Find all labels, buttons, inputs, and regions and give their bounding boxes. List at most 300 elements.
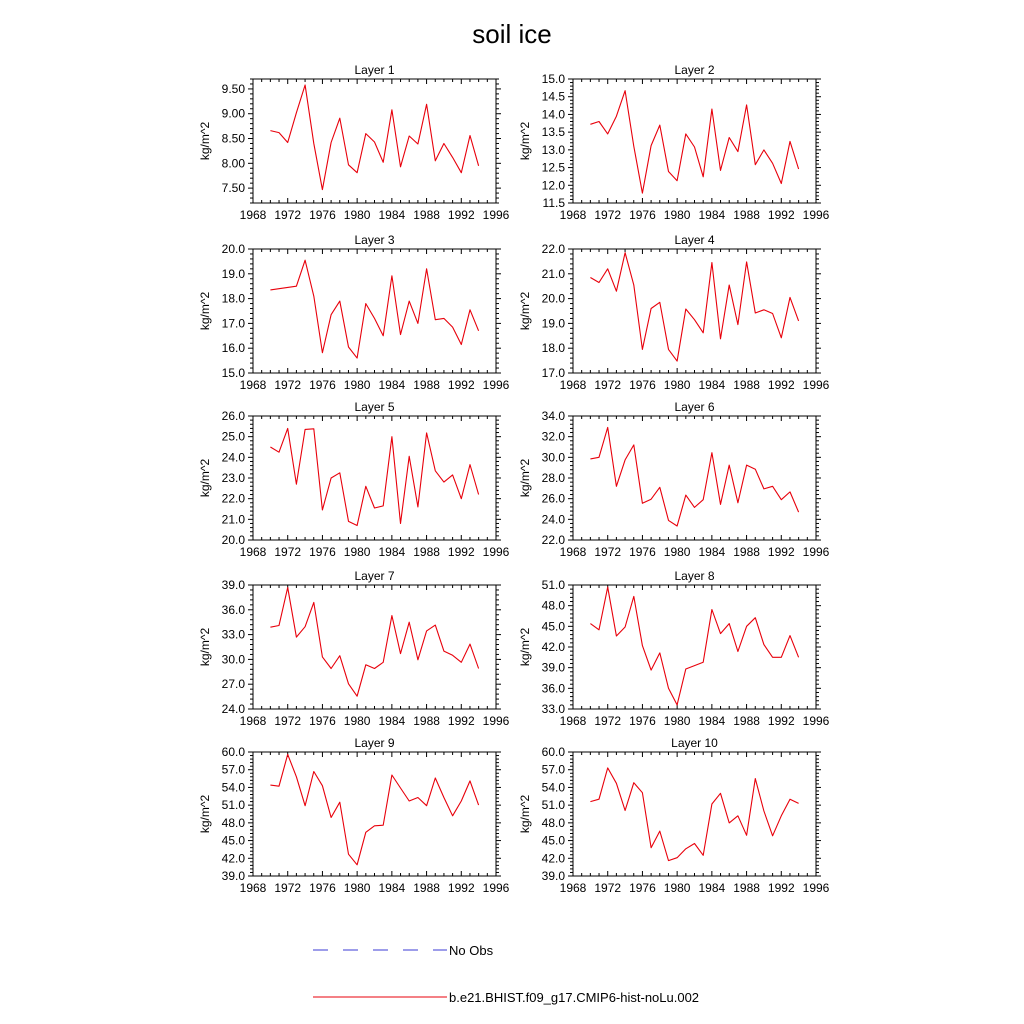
data-point — [694, 507, 695, 508]
data-point — [270, 289, 271, 290]
y-tick-label: 33.0 — [221, 627, 245, 642]
x-tick-label: 1968 — [559, 881, 587, 895]
data-point — [296, 112, 297, 113]
data-point — [461, 800, 462, 801]
panel-title: Layer 3 — [354, 233, 395, 247]
data-point — [322, 189, 323, 190]
data-point — [313, 296, 314, 297]
data-point — [322, 352, 323, 353]
data-point — [287, 587, 288, 588]
y-tick-label: 39.0 — [221, 869, 245, 883]
y-tick-label: 20.0 — [541, 291, 565, 306]
x-tick-label: 1996 — [802, 545, 830, 559]
data-point — [624, 810, 625, 811]
y-tick-label: 30.0 — [541, 450, 565, 465]
data-point — [633, 284, 634, 285]
data-point — [642, 645, 643, 646]
data-point — [400, 787, 401, 788]
data-point — [296, 636, 297, 637]
data-point — [694, 843, 695, 844]
data-point — [633, 782, 634, 783]
data-point — [443, 482, 444, 483]
data-point — [651, 669, 652, 670]
y-tick-label: 17.0 — [221, 316, 245, 331]
data-point — [616, 291, 617, 292]
data-point — [763, 488, 764, 489]
data-point — [365, 303, 366, 304]
data-point — [400, 166, 401, 167]
y-axis-label: kg/m^2 — [198, 121, 212, 161]
data-point — [435, 624, 436, 625]
data-point — [287, 428, 288, 429]
y-tick-label: 22.0 — [541, 533, 565, 547]
x-tick-label: 1984 — [378, 545, 406, 559]
data-point — [703, 499, 704, 500]
y-tick-label: 26.0 — [541, 491, 565, 506]
y-tick-label: 21.0 — [221, 512, 245, 527]
x-tick-label: 1980 — [663, 545, 691, 559]
y-tick-label: 20.0 — [221, 533, 245, 547]
x-tick-label: 1980 — [663, 881, 691, 895]
data-point — [296, 484, 297, 485]
y-axis-label: kg/m^2 — [518, 627, 532, 667]
x-tick-label: 1996 — [802, 208, 830, 222]
x-tick-label: 1992 — [767, 545, 795, 559]
data-point — [296, 776, 297, 777]
data-point — [348, 683, 349, 684]
data-point — [409, 800, 410, 801]
data-point — [781, 657, 782, 658]
data-point — [357, 864, 358, 865]
data-point — [426, 104, 427, 105]
x-tick-label: 1988 — [413, 208, 440, 222]
data-point — [711, 803, 712, 804]
data-point — [391, 436, 392, 437]
x-tick-label: 1972 — [594, 545, 622, 559]
data-point — [720, 633, 721, 634]
x-tick-label: 1980 — [663, 714, 691, 728]
data-point — [590, 458, 591, 459]
data-point — [598, 121, 599, 122]
data-point — [348, 164, 349, 165]
x-tick-label: 1996 — [482, 881, 510, 895]
y-axis-label: kg/m^2 — [518, 121, 532, 161]
x-tick-label: 1976 — [309, 714, 336, 728]
data-point — [357, 172, 358, 173]
data-point — [755, 312, 756, 313]
data-point — [590, 124, 591, 125]
panel-title: Layer 10 — [671, 736, 718, 750]
data-point — [798, 320, 799, 321]
data-point — [313, 602, 314, 603]
data-point — [607, 586, 608, 587]
data-point — [339, 300, 340, 301]
y-tick-label: 14.5 — [541, 89, 565, 104]
data-point — [339, 472, 340, 473]
data-point — [287, 754, 288, 755]
data-point — [478, 805, 479, 806]
data-point — [278, 625, 279, 626]
data-point — [668, 860, 669, 861]
y-tick-label: 54.0 — [221, 780, 245, 795]
y-tick-label: 15.0 — [541, 72, 565, 86]
x-tick-label: 1984 — [698, 881, 726, 895]
data-point — [435, 777, 436, 778]
data-point — [426, 432, 427, 433]
y-tick-label: 25.0 — [221, 429, 245, 444]
x-tick-label: 1972 — [594, 714, 622, 728]
data-point — [685, 848, 686, 849]
data-point — [383, 662, 384, 663]
y-tick-label: 22.0 — [541, 242, 565, 256]
data-point — [417, 143, 418, 144]
x-tick-label: 1972 — [274, 378, 302, 392]
data-point — [461, 498, 462, 499]
data-point — [789, 297, 790, 298]
data-point — [685, 668, 686, 669]
y-tick-label: 48.0 — [541, 598, 565, 613]
x-tick-label: 1968 — [559, 378, 587, 392]
data-point — [339, 655, 340, 656]
data-point — [789, 635, 790, 636]
data-point — [417, 323, 418, 324]
data-point — [409, 135, 410, 136]
x-tick-label: 1984 — [698, 378, 726, 392]
data-point — [400, 653, 401, 654]
y-axis-label: kg/m^2 — [198, 458, 212, 498]
data-point — [357, 358, 358, 359]
data-point — [607, 427, 608, 428]
data-point — [287, 287, 288, 288]
y-tick-label: 51.0 — [541, 578, 565, 592]
data-point — [711, 109, 712, 110]
y-tick-label: 24.0 — [221, 702, 245, 716]
data-point — [391, 109, 392, 110]
data-point — [624, 459, 625, 460]
y-tick-label: 18.0 — [221, 291, 245, 306]
data-point — [755, 164, 756, 165]
y-tick-label: 36.0 — [541, 681, 565, 696]
data-point — [452, 655, 453, 656]
data-point — [304, 260, 305, 261]
data-point — [469, 644, 470, 645]
data-point — [789, 141, 790, 142]
data-point — [703, 855, 704, 856]
x-tick-label: 1996 — [482, 714, 510, 728]
data-point — [746, 261, 747, 262]
data-point — [400, 523, 401, 524]
panel-title: Layer 9 — [354, 736, 395, 750]
x-tick-label: 1992 — [767, 881, 795, 895]
data-point — [720, 338, 721, 339]
data-point — [668, 520, 669, 521]
x-tick-label: 1968 — [239, 714, 267, 728]
data-point — [443, 143, 444, 144]
data-point — [651, 847, 652, 848]
x-tick-label: 1988 — [733, 378, 760, 392]
y-tick-label: 13.5 — [541, 125, 565, 140]
x-tick-label: 1984 — [378, 881, 406, 895]
data-point — [443, 797, 444, 798]
data-point — [313, 143, 314, 144]
data-point — [607, 133, 608, 134]
data-point — [781, 499, 782, 500]
y-tick-label: 45.0 — [221, 833, 245, 848]
x-tick-label: 1996 — [482, 208, 510, 222]
panel-title: Layer 5 — [354, 400, 395, 414]
data-point — [400, 334, 401, 335]
data-point — [270, 784, 271, 785]
data-point — [296, 286, 297, 287]
x-tick-label: 1992 — [767, 378, 795, 392]
data-point — [383, 505, 384, 506]
y-tick-label: 39.0 — [541, 660, 565, 675]
data-point — [763, 309, 764, 310]
panel-title: Layer 1 — [354, 63, 395, 77]
data-point — [694, 146, 695, 147]
data-point — [737, 151, 738, 152]
data-point — [417, 797, 418, 798]
x-tick-label: 1996 — [802, 714, 830, 728]
data-point — [772, 163, 773, 164]
y-tick-label: 19.0 — [541, 316, 565, 331]
x-tick-label: 1988 — [733, 208, 760, 222]
data-point — [331, 668, 332, 669]
data-point — [755, 469, 756, 470]
y-tick-label: 51.0 — [541, 798, 565, 813]
x-tick-label: 1976 — [629, 208, 656, 222]
y-tick-label: 57.0 — [221, 762, 245, 777]
data-point — [668, 171, 669, 172]
x-tick-label: 1972 — [594, 881, 622, 895]
data-point — [616, 635, 617, 636]
y-tick-label: 32.0 — [541, 429, 565, 444]
x-tick-label: 1980 — [663, 208, 691, 222]
data-point — [443, 651, 444, 652]
data-point — [746, 104, 747, 105]
data-point — [357, 525, 358, 526]
data-point — [616, 783, 617, 784]
data-point — [737, 815, 738, 816]
data-point — [772, 657, 773, 658]
data-point — [331, 142, 332, 143]
y-tick-label: 60.0 — [221, 745, 245, 759]
x-tick-label: 1976 — [309, 208, 336, 222]
panel-title: Layer 6 — [674, 400, 715, 414]
panel-title: Layer 4 — [674, 233, 715, 247]
data-point — [469, 780, 470, 781]
y-tick-label: 16.0 — [221, 341, 245, 356]
data-point — [478, 165, 479, 166]
x-tick-label: 1972 — [274, 545, 302, 559]
data-point — [348, 854, 349, 855]
data-point — [746, 626, 747, 627]
data-point — [659, 124, 660, 125]
data-point — [409, 456, 410, 457]
y-tick-label: 9.00 — [221, 106, 245, 121]
data-point — [383, 162, 384, 163]
data-point — [304, 626, 305, 627]
x-tick-label: 1968 — [559, 208, 587, 222]
x-tick-label: 1972 — [274, 208, 302, 222]
data-point — [711, 609, 712, 610]
figure-title: soil ice — [472, 19, 552, 49]
data-point — [365, 664, 366, 665]
data-point — [374, 141, 375, 142]
data-point — [607, 268, 608, 269]
x-tick-label: 1976 — [629, 714, 656, 728]
x-tick-label: 1968 — [239, 545, 267, 559]
data-point — [772, 313, 773, 314]
x-tick-label: 1968 — [559, 714, 587, 728]
data-point — [651, 499, 652, 500]
y-tick-label: 48.0 — [221, 815, 245, 830]
data-point — [694, 319, 695, 320]
data-point — [798, 803, 799, 804]
x-tick-label: 1980 — [343, 545, 371, 559]
data-point — [651, 308, 652, 309]
data-point — [270, 627, 271, 628]
y-tick-label: 39.0 — [221, 578, 245, 592]
x-tick-label: 1988 — [413, 378, 440, 392]
data-point — [729, 284, 730, 285]
data-point — [642, 503, 643, 504]
data-point — [452, 157, 453, 158]
x-tick-label: 1976 — [629, 881, 656, 895]
data-point — [461, 172, 462, 173]
data-point — [357, 696, 358, 697]
x-tick-label: 1976 — [309, 378, 336, 392]
data-point — [798, 168, 799, 169]
data-point — [624, 90, 625, 91]
data-point — [763, 810, 764, 811]
x-tick-label: 1992 — [447, 714, 475, 728]
x-tick-label: 1988 — [413, 881, 440, 895]
y-axis-label: kg/m^2 — [518, 458, 532, 498]
y-tick-label: 21.0 — [541, 266, 565, 281]
x-tick-label: 1992 — [447, 378, 475, 392]
data-point — [304, 429, 305, 430]
data-point — [417, 659, 418, 660]
data-point — [426, 268, 427, 269]
y-tick-label: 12.0 — [541, 178, 565, 193]
data-point — [685, 308, 686, 309]
data-point — [590, 277, 591, 278]
y-tick-label: 42.0 — [541, 851, 565, 866]
data-point — [313, 428, 314, 429]
data-point — [789, 491, 790, 492]
y-tick-label: 48.0 — [541, 815, 565, 830]
y-tick-label: 9.50 — [221, 81, 245, 96]
data-point — [633, 596, 634, 597]
data-point — [763, 644, 764, 645]
y-tick-label: 12.5 — [541, 160, 565, 175]
data-point — [409, 300, 410, 301]
data-point — [469, 309, 470, 310]
data-point — [798, 511, 799, 512]
data-point — [461, 662, 462, 663]
legend-label-model: b.e21.BHIST.f09_g17.CMIP6-hist-noLu.002 — [449, 990, 700, 1005]
y-axis-label: kg/m^2 — [198, 627, 212, 667]
data-point — [659, 652, 660, 653]
data-point — [322, 509, 323, 510]
x-tick-label: 1992 — [767, 714, 795, 728]
data-point — [781, 815, 782, 816]
data-point — [729, 623, 730, 624]
y-tick-label: 7.50 — [221, 181, 245, 196]
data-point — [278, 452, 279, 453]
data-point — [659, 302, 660, 303]
x-tick-label: 1992 — [447, 208, 475, 222]
data-point — [798, 657, 799, 658]
x-tick-label: 1988 — [413, 714, 440, 728]
x-tick-label: 1984 — [698, 714, 726, 728]
data-point — [642, 792, 643, 793]
data-point — [685, 133, 686, 134]
data-point — [374, 507, 375, 508]
data-point — [383, 825, 384, 826]
y-tick-label: 51.0 — [221, 798, 245, 813]
data-point — [383, 335, 384, 336]
data-point — [729, 137, 730, 138]
y-tick-label: 28.0 — [541, 471, 565, 485]
data-point — [711, 452, 712, 453]
x-tick-label: 1968 — [239, 378, 267, 392]
y-tick-label: 26.0 — [221, 409, 245, 423]
data-point — [478, 668, 479, 669]
data-point — [633, 444, 634, 445]
data-point — [365, 832, 366, 833]
data-point — [720, 793, 721, 794]
data-point — [694, 665, 695, 666]
data-point — [755, 617, 756, 618]
data-point — [755, 778, 756, 779]
x-tick-label: 1988 — [733, 545, 760, 559]
data-point — [633, 146, 634, 147]
data-point — [781, 337, 782, 338]
data-point — [746, 835, 747, 836]
y-tick-label: 30.0 — [221, 652, 245, 667]
y-tick-label: 45.0 — [541, 833, 565, 848]
data-point — [598, 629, 599, 630]
data-point — [711, 262, 712, 263]
data-point — [304, 805, 305, 806]
data-point — [624, 626, 625, 627]
x-tick-label: 1992 — [447, 545, 475, 559]
data-point — [642, 349, 643, 350]
data-point — [616, 486, 617, 487]
data-point — [642, 192, 643, 193]
data-point — [685, 494, 686, 495]
data-point — [304, 84, 305, 85]
data-point — [703, 662, 704, 663]
data-point — [270, 130, 271, 131]
data-point — [452, 474, 453, 475]
y-tick-label: 18.0 — [541, 341, 565, 356]
y-tick-label: 22.0 — [221, 491, 245, 506]
data-point — [703, 332, 704, 333]
data-point — [461, 344, 462, 345]
x-tick-label: 1980 — [343, 881, 371, 895]
data-point — [737, 324, 738, 325]
y-tick-label: 13.0 — [541, 142, 565, 157]
x-tick-label: 1980 — [343, 208, 371, 222]
y-tick-label: 57.0 — [541, 762, 565, 777]
x-tick-label: 1988 — [733, 881, 760, 895]
data-point — [348, 346, 349, 347]
data-point — [598, 457, 599, 458]
y-tick-label: 34.0 — [541, 409, 565, 423]
